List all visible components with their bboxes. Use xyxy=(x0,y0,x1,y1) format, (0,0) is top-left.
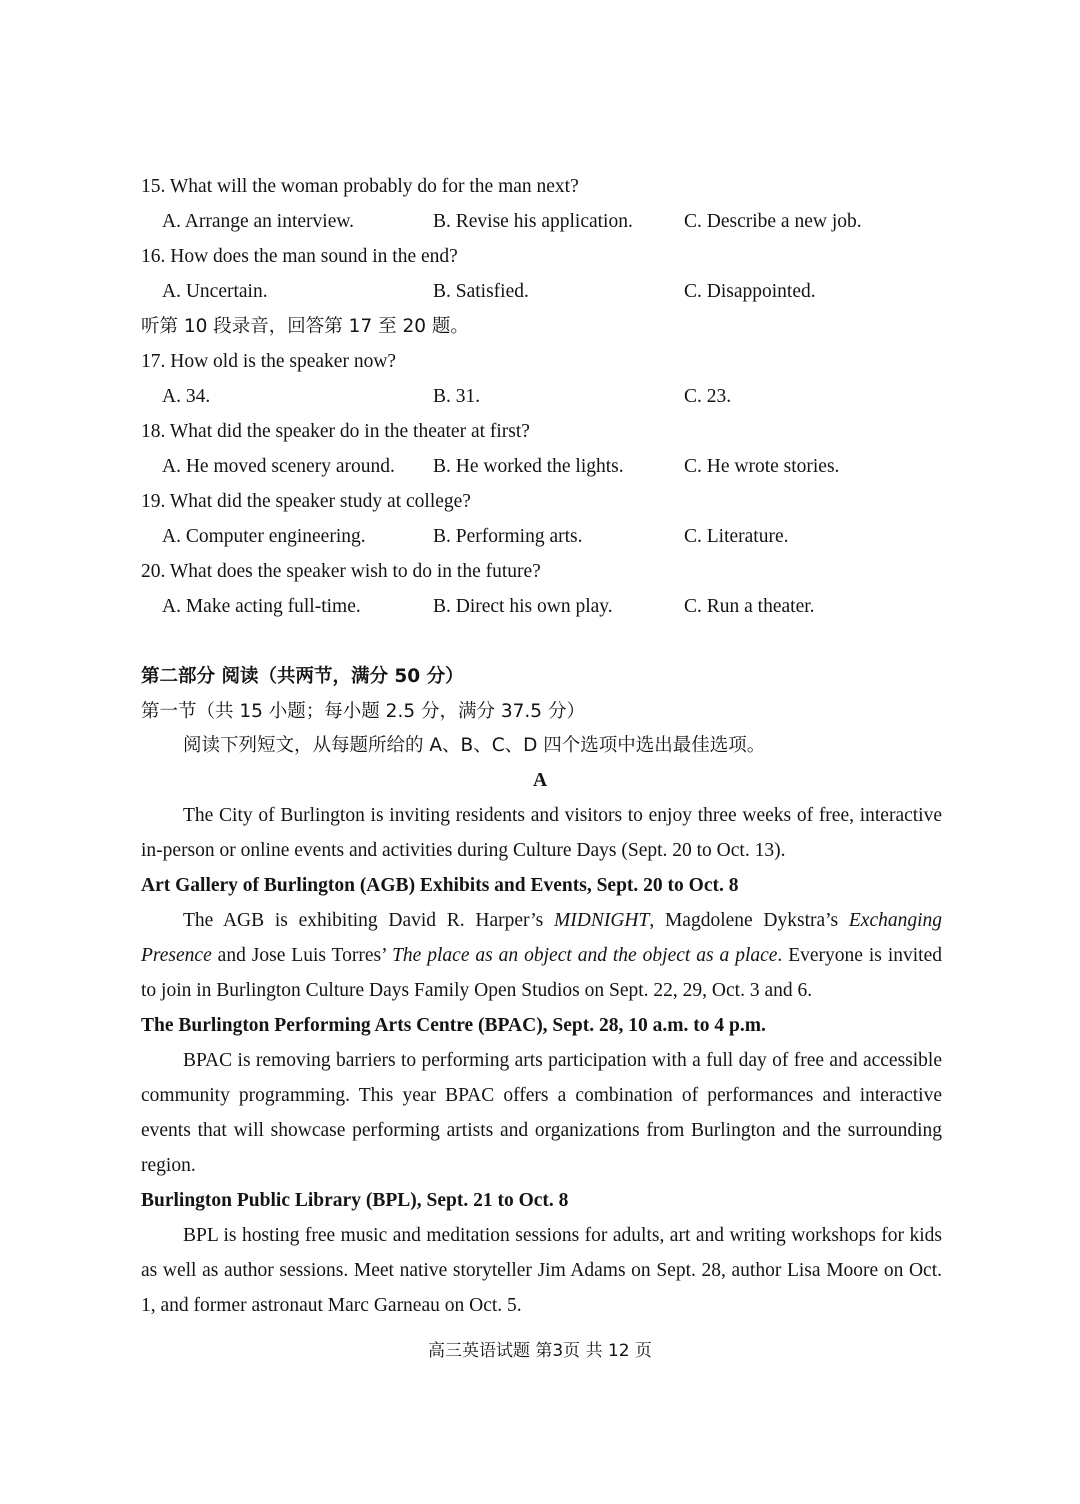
agb-text-4: . Everyone is invited to join in Burlington Culture Days Family Open Studios on Sept. 22, 29, Oct. 3 and 6. xyxy=(141,945,942,1001)
question-16-option-c: C. Disappointed. xyxy=(684,281,816,302)
agb-paragraph xyxy=(141,903,942,1008)
part2-instruction: 阅读下列短文，从每题所给的 A、B、C、D 四个选项中选出最佳选项。 xyxy=(183,735,766,756)
part2-title: 第二部分 阅读（共两节，满分 50 分） xyxy=(141,666,464,687)
question-20-option-b: B. Direct his own play. xyxy=(433,596,613,617)
question-15-option-a: A. Arrange an interview. xyxy=(162,211,355,232)
question-18-option-c: C. He wrote stories. xyxy=(684,456,840,477)
question-17-option-c: C. 23. xyxy=(684,386,732,407)
passage-label: A xyxy=(532,770,548,791)
bpl-heading: Burlington Public Library (BPL), Sept. 21 to Oct. 8 xyxy=(141,1190,569,1211)
agb-text-3: and Jose Luis Torres’ xyxy=(211,945,393,966)
question-20-option-c: C. Run a theater. xyxy=(684,596,815,617)
agb-title-midnight: MIDNIGHT xyxy=(554,910,650,931)
passage-intro: The City of Burlington is inviting residents and visitors to enjoy three weeks of free, interactive in-person or online events and activities during Culture Days (Sept. 20 to Oct. 13). xyxy=(141,805,942,861)
agb-title-exchanging-presence: Exchanging Presence xyxy=(141,910,943,966)
question-19-option-a: A. Computer engineering. xyxy=(162,526,366,547)
agb-heading: Art Gallery of Burlington (AGB) Exhibits and Events, Sept. 20 to Oct. 8 xyxy=(141,875,739,896)
agb-text-1: The AGB is exhibiting David R. Harper’s xyxy=(183,910,554,931)
question-17-stem: 17. How old is the speaker now? xyxy=(141,351,397,372)
question-18-option-a: A. He moved scenery around. xyxy=(162,456,395,477)
question-20-stem: 20. What does the speaker wish to do in the future? xyxy=(141,561,541,582)
question-19-option-c: C. Literature. xyxy=(684,526,789,547)
question-16-option-b: B. Satisfied. xyxy=(433,281,529,302)
question-18-option-b: B. He worked the lights. xyxy=(433,456,624,477)
section10-instruction: 听第 10 段录音，回答第 17 至 20 题。 xyxy=(141,316,469,337)
question-19-option-b: B. Performing arts. xyxy=(433,526,583,547)
question-17-option-b: B. 31. xyxy=(433,386,481,407)
bpac-paragraph: BPAC is removing barriers to performing arts participation with a full day of free and accessible community programming. This year BPAC offers a combination of performances and interactive events that will showcase performing artists and organizations from Burlington and the surrounding region. xyxy=(141,1050,942,1176)
question-17-option-a: A. 34. xyxy=(162,386,211,407)
question-20-option-a: A. Make acting full-time. xyxy=(162,596,361,617)
question-15-option-c: C. Describe a new job. xyxy=(684,211,862,232)
question-16-stem: 16. How does the man sound in the end? xyxy=(141,246,458,267)
question-15-option-b: B. Revise his application. xyxy=(433,211,633,232)
question-18-stem: 18. What did the speaker do in the theater at first? xyxy=(141,421,530,442)
page-footer: 高三英语试题 第3页 共 12 页 xyxy=(427,1341,653,1361)
agb-text-2: , Magdolene Dykstra’s xyxy=(649,910,849,931)
agb-title-the-place: The place as an object and the object as a place xyxy=(392,945,778,966)
part2-section1: 第一节（共 15 小题；每小题 2.5 分，满分 37.5 分） xyxy=(141,701,585,722)
question-15-stem: 15. What will the woman probably do for the man next? xyxy=(141,176,579,197)
question-19-stem: 19. What did the speaker study at college? xyxy=(141,491,471,512)
bpl-paragraph: BPL is hosting free music and meditation sessions for adults, art and writing workshops for kids as well as author sessions. Meet native storyteller Jim Adams on Sept. 28, author Lisa Moore on Oct. 1, and former astronaut Marc Garneau on Oct. 5. xyxy=(141,1225,942,1316)
question-16-option-a: A. Uncertain. xyxy=(162,281,268,302)
bpac-heading: The Burlington Performing Arts Centre (BPAC), Sept. 28, 10 a.m. to 4 p.m. xyxy=(141,1015,766,1036)
